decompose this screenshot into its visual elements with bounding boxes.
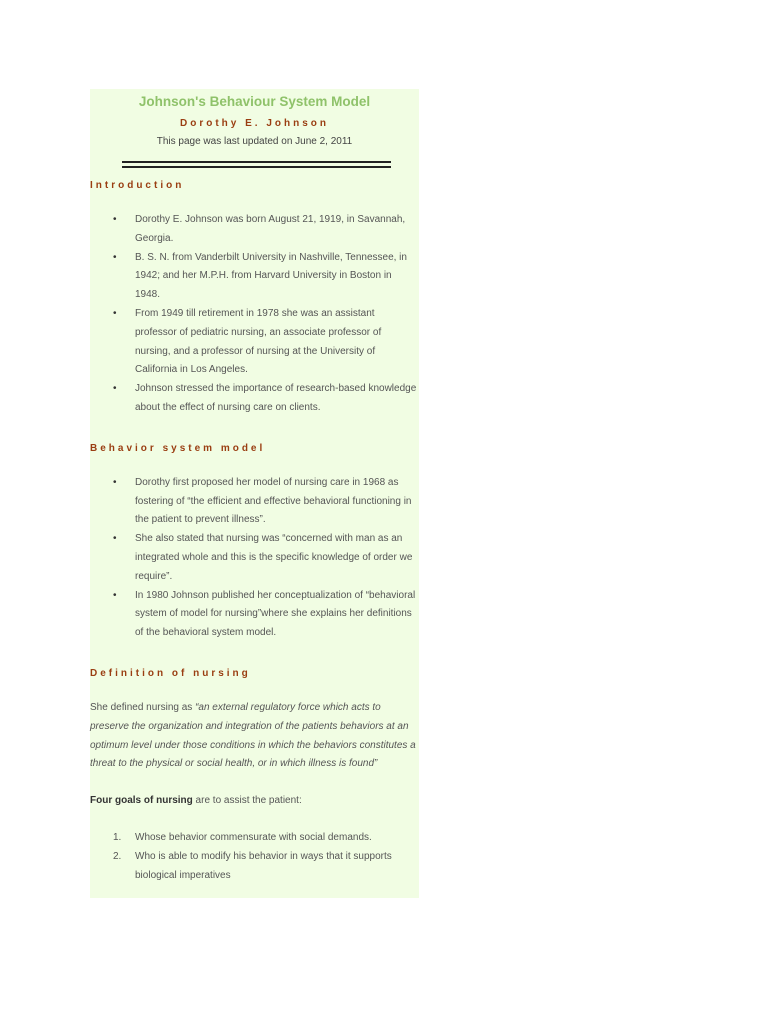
- list-item: • B. S. N. from Vanderbilt University in Nashville, Tennessee, in 1942; and her M.P.H. from Harvard University in Boston in 1948.: [90, 249, 419, 305]
- list-item: • She also stated that nursing was “concerned with man as an integrated whole and this is the specific knowledge of order we require”.: [90, 530, 419, 586]
- bullet-icon: •: [113, 214, 117, 225]
- goals-intro: Four goals of nursing are to assist the patient:: [90, 795, 302, 807]
- list-item: • Johnson stressed the importance of research-based knowledge about the effect of nursing care on clients.: [90, 380, 419, 418]
- list-item: • In 1980 Johnson published her conceptualization of “behavioral system of model for nursing”where she explains her definitions of the behavioral system model.: [90, 587, 419, 643]
- goals-label: Four goals of nursing: [90, 795, 193, 807]
- introduction-list: [90, 211, 419, 418]
- page-title: Johnson's Behaviour System Model: [138, 94, 371, 109]
- bullet-icon: •: [113, 307, 117, 319]
- last-updated-note: This page was last updated on June 2, 2011: [156, 136, 353, 147]
- definition-quote: “an external regulatory force which acts to preserve the organization and integration of the patients behaviors at an optimum level under those conditions in which the behaviors constitutes a threat to the physical or social health, or in which illness is found”: [90, 701, 416, 770]
- bullet-icon: •: [113, 476, 117, 488]
- section-heading-introduction: Introduction: [90, 180, 185, 191]
- list-number: 1.: [113, 831, 122, 843]
- bullet-icon: •: [113, 533, 117, 545]
- list-item: • From 1949 till retirement in 1978 she was an assistant professor of pediatric nursing, an associate professor of nursing, and a professor of nursing at the University of California in Los Angeles.: [90, 305, 419, 380]
- section-heading-definition: Definition of nursing: [90, 667, 251, 679]
- goals-list: [90, 829, 419, 885]
- behavior-model-list: [90, 474, 419, 643]
- list-item: 2. Who is able to modify his behavior in ways that it supports biological imperatives: [90, 848, 419, 886]
- nursing-definition-paragraph: She defined nursing as “an external regulatory force which acts to preserve the organization and integration of the patients behaviors at an optimum level under those conditions in which the behaviors constitutes a threat to the physical or social health, or in which illness is found”: [90, 701, 416, 770]
- author-name: Dorothy E. Johnson: [180, 118, 329, 129]
- list-item: • Dorothy first proposed her model of nursing care in 1968 as fostering of “the efficient and effective behavioral functioning in the patient to prevent illness”.: [90, 474, 419, 530]
- bullet-icon: •: [113, 251, 117, 263]
- list-number: 2.: [113, 850, 122, 862]
- double-rule-divider: [122, 161, 391, 168]
- bullet-icon: •: [113, 383, 117, 395]
- list-item: • Dorothy E. Johnson was born August 21, 1919, in Savannah, Georgia.: [90, 211, 419, 249]
- document-page: [90, 89, 419, 898]
- list-item: 1. Whose behavior commensurate with social demands.: [90, 829, 419, 848]
- section-heading-behavior-model: Behavior system model: [90, 442, 266, 454]
- bullet-icon: •: [113, 589, 117, 601]
